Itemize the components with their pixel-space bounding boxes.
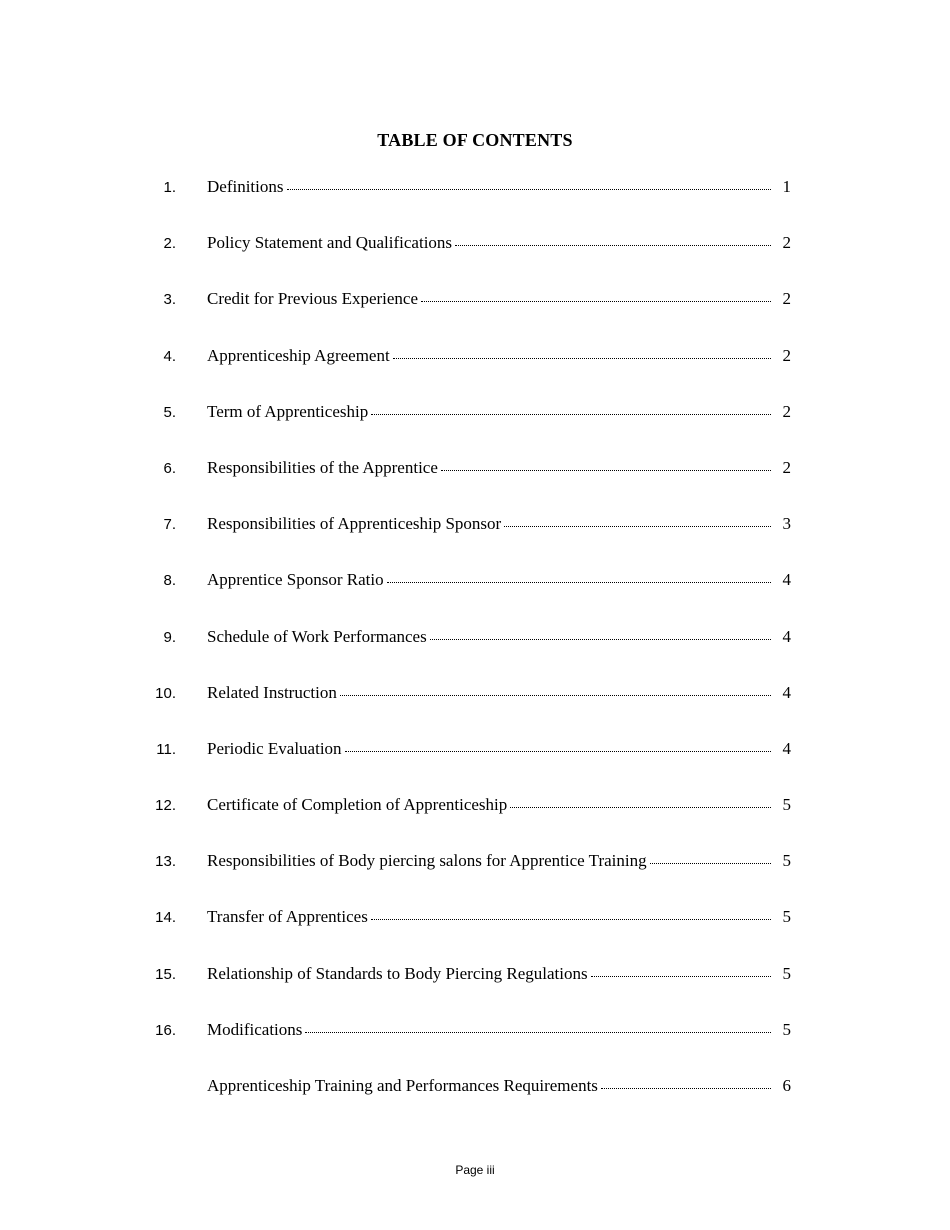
dot-leader xyxy=(287,188,772,190)
toc-entry-title: Definitions xyxy=(207,177,284,196)
toc-entry-page: 4 xyxy=(782,738,791,758)
dot-leader xyxy=(371,918,771,920)
toc-entry-number: 7. xyxy=(163,516,176,534)
toc-entry xyxy=(0,227,950,283)
toc-entry xyxy=(0,789,950,845)
toc-entry xyxy=(0,845,950,901)
toc-entry xyxy=(0,621,950,677)
dot-leader xyxy=(441,469,771,471)
toc-entry-page: 4 xyxy=(782,570,791,590)
toc-entry-title: Policy Statement and Qualifications xyxy=(207,233,453,253)
dot-leader xyxy=(455,244,771,246)
dot-leader xyxy=(591,975,771,977)
toc-entry-page: 5 xyxy=(782,851,791,871)
toc-entry-line xyxy=(207,964,791,984)
table-of-contents xyxy=(0,171,950,1126)
toc-entry-line xyxy=(207,402,791,422)
toc-entry-number: 1. xyxy=(163,179,176,196)
toc-entry-number: 10. xyxy=(155,684,176,702)
toc-entry xyxy=(0,564,950,620)
toc-entry-line xyxy=(207,289,791,309)
dot-leader xyxy=(340,694,771,696)
toc-entry xyxy=(0,677,950,733)
dot-leader xyxy=(430,638,771,640)
toc-entry xyxy=(0,283,950,339)
toc-entry-line xyxy=(207,514,791,534)
toc-entry-title: Modifications xyxy=(207,1019,303,1039)
toc-entry-title: Apprenticeship Training and Performances Requirements xyxy=(207,1076,598,1095)
toc-entry-title: Responsibilities of Body piercing salons for Apprentice Training xyxy=(207,851,647,871)
toc-entry-number: 15. xyxy=(155,965,176,983)
page-footer: Page iii xyxy=(455,1163,495,1177)
toc-entry xyxy=(0,958,950,1014)
toc-entry-page: 3 xyxy=(782,514,791,534)
toc-entry-line xyxy=(207,739,791,759)
toc-entry-line xyxy=(207,1076,791,1096)
toc-entry-title: Apprentice Sponsor Ratio xyxy=(207,570,384,590)
toc-entry-number: 4. xyxy=(163,347,176,365)
toc-entry-page: 5 xyxy=(782,795,791,815)
toc-entry-page: 6 xyxy=(782,1076,791,1095)
toc-entry-page: 4 xyxy=(782,626,791,646)
toc-entry-page: 5 xyxy=(782,907,791,927)
toc-entry-number: 5. xyxy=(163,403,176,421)
toc-entry-number: 12. xyxy=(155,797,176,815)
toc-entry-line xyxy=(207,1020,791,1040)
toc-entry-page: 1 xyxy=(782,177,791,196)
toc-entry xyxy=(0,396,950,452)
dot-leader xyxy=(650,862,771,864)
toc-entry-title: Periodic Evaluation xyxy=(207,738,342,758)
toc-entry-line xyxy=(207,458,791,478)
toc-entry xyxy=(0,901,950,957)
toc-entry-page: 2 xyxy=(782,233,791,253)
dot-leader xyxy=(387,581,771,583)
toc-entry-page: 2 xyxy=(782,401,791,421)
toc-entry xyxy=(0,171,950,227)
dot-leader xyxy=(504,525,771,527)
dot-leader xyxy=(601,1087,771,1089)
toc-entry-number: 9. xyxy=(163,628,176,646)
toc-entry-number: 14. xyxy=(155,909,176,927)
toc-entry-page: 2 xyxy=(782,289,791,309)
toc-entry xyxy=(0,1070,950,1126)
dot-leader xyxy=(371,413,771,415)
toc-entry-line xyxy=(207,570,791,590)
toc-entry-page: 2 xyxy=(782,345,791,365)
toc-entry-line xyxy=(207,907,791,927)
toc-entry-line xyxy=(207,627,791,647)
toc-entry xyxy=(0,733,950,789)
dot-leader xyxy=(305,1031,771,1033)
toc-entry-page: 2 xyxy=(782,457,791,477)
toc-entry-title: Certificate of Completion of Apprenticeship xyxy=(207,795,508,815)
toc-entry-line xyxy=(207,795,791,815)
toc-entry-page: 4 xyxy=(782,682,791,702)
toc-entry xyxy=(0,508,950,564)
toc-entry-line xyxy=(207,851,791,871)
page-title: TABLE OF CONTENTS xyxy=(377,130,573,150)
toc-entry-title: Transfer of Apprentices xyxy=(207,907,368,927)
toc-entry xyxy=(0,452,950,508)
toc-entry-number: 13. xyxy=(155,853,176,871)
toc-entry-line xyxy=(207,233,791,253)
toc-entry-title: Schedule of Work Performances xyxy=(207,626,427,646)
toc-entry-number: 2. xyxy=(163,235,176,253)
toc-entry-title: Responsibilities of Apprenticeship Sponsor xyxy=(207,514,502,534)
toc-entry-number: 3. xyxy=(163,291,176,309)
toc-entry xyxy=(0,340,950,396)
toc-entry-line xyxy=(207,683,791,703)
toc-entry-title: Relationship of Standards to Body Piercing Regulations xyxy=(207,963,588,983)
toc-entry xyxy=(0,1014,950,1070)
dot-leader xyxy=(510,806,771,808)
dot-leader xyxy=(421,300,771,302)
toc-entry-title: Credit for Previous Experience xyxy=(207,289,419,309)
toc-entry-number: 11. xyxy=(156,740,176,758)
toc-entry-number: 6. xyxy=(163,459,176,477)
dot-leader xyxy=(345,750,771,752)
toc-entry-number: 8. xyxy=(163,572,176,590)
toc-entry-title: Related Instruction xyxy=(207,682,337,702)
toc-entry-page: 5 xyxy=(782,1019,791,1039)
toc-entry-line xyxy=(207,177,791,197)
toc-entry-number: 16. xyxy=(155,1021,176,1039)
toc-entry-title: Apprenticeship Agreement xyxy=(207,345,390,365)
toc-entry-title: Responsibilities of the Apprentice xyxy=(207,457,438,477)
dot-leader xyxy=(393,357,771,359)
toc-entry-line xyxy=(207,346,791,366)
toc-entry-page: 5 xyxy=(782,963,791,983)
toc-entry-title: Term of Apprenticeship xyxy=(207,401,369,421)
